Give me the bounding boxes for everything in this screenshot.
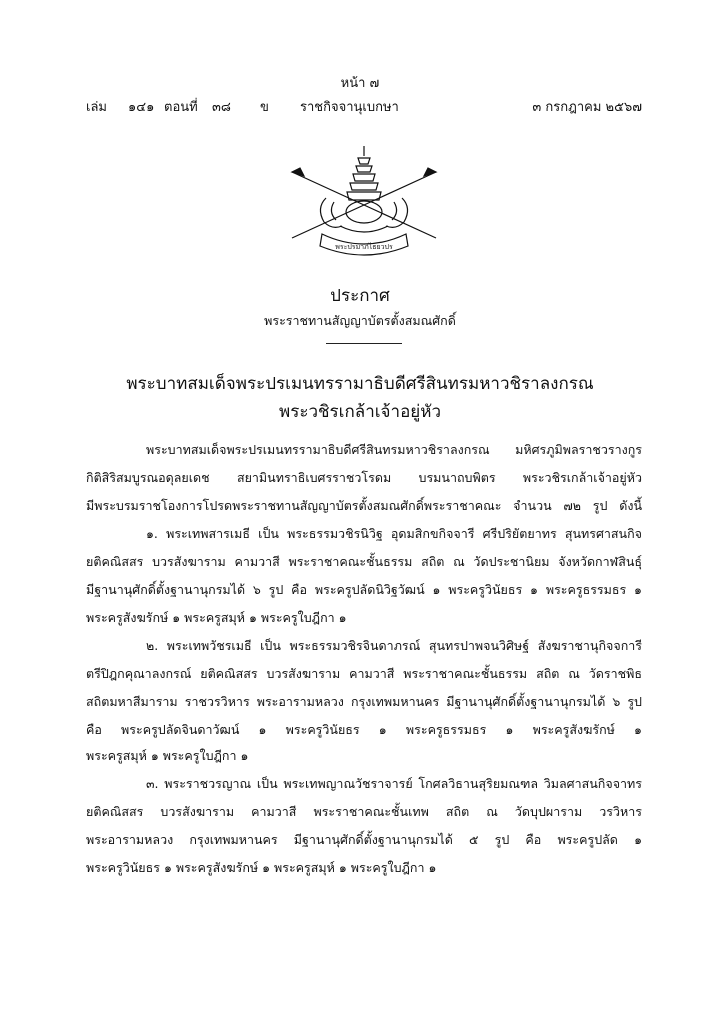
body-line: มีฐานานุศักดิ์ตั้งฐานานุกรมได้ ๖ รูป คือ พระครูปลัดนิวิฐวัฒน์ ๑ พระครูวินัยธร ๑ พระครูธรรมธร ๑: [86, 582, 642, 597]
emblem-banner-text: พระปรมาภิไธยวปร: [335, 243, 393, 251]
gazette-header: [86, 96, 642, 114]
announcement-title: ประกาศ: [330, 286, 390, 306]
section-label: ตอนที่: [164, 100, 198, 115]
body-line: กิติสิริสมบูรณอดุลยเดช สยามินทราธิเบศรราชวโรดม บรมนาถบพิตร พระวชิรเกล้าเจ้าอยู่หัว: [86, 470, 642, 485]
body-line: พระบาทสมเด็จพระปรเมนทรรามาธิบดีศรีสินทรมหาวชิราลงกรณ มหิศรภูมิพลราชวรางกูร: [146, 442, 642, 457]
body-line: พระอารามหลวง กรุงเทพมหานคร มีฐานานุศักดิ์ตั้งฐานานุกรมได้ ๕ รูป คือ พระครูปลัด ๑: [86, 832, 642, 847]
section-number: ๓๘: [212, 100, 231, 115]
title-divider: [326, 343, 402, 344]
body-line: มีพระบรมราชโองการโปรดพระราชทานสัญญาบัตรตั้งสมณศักดิ์พระราชาคณะ จำนวน ๗๒ รูป ดังนี้: [86, 498, 642, 513]
body-line: คือ พระครูปลัดจินดาวัฒน์ ๑ พระครูวินัยธร ๑ พระครูธรรมธร ๑ พระครูสังฆรักษ์ ๑: [86, 722, 642, 737]
page-number: หน้า ๗: [340, 76, 380, 91]
volume-label: เล่ม: [86, 100, 107, 115]
body-line: ตรีปิฎกคุณาลงกรณ์ ยติคณิสสร บวรสังฆาราม คามวาสี พระราชาคณะชั้นธรรม สถิต ณ วัดราชพิธ: [86, 666, 642, 681]
body-line: ๑. พระเทพสารเมธี เป็น พระธรรมวชิรนิวิฐ อุดมสิกขกิจจารี ศรีปริยัตยาทร สุนทรศาสนกิจ: [146, 526, 642, 541]
announcement-subtitle: พระราชทานสัญญาบัตรตั้งสมณศักดิ์: [264, 313, 456, 328]
section-letter: ข: [260, 100, 269, 115]
royal-emblem-icon: [286, 142, 442, 264]
body-line: ๒. พระเทพวัชรเมธี เป็น พระธรรมวชิรจินดาภรณ์ สุนทรปาพจนวิศิษฐ์ สังฆราชานุกิจจการี: [146, 638, 642, 653]
body-line: สถิตมหาสีมาราม ราชวรวิหาร พระอารามหลวง กรุงเทพมหานคร มีฐานานุศักดิ์ตั้งฐานานุกรมได้ ๖ รูป: [86, 694, 642, 709]
body-line: พระครูสมุห์ ๑ พระครูใบฎีกา ๑: [86, 748, 249, 763]
body-line: ๓. พระราชวรญาณ เป็น พระเทพญาณวัชราจารย์ โกศลวิธานสุริยมณฑล วิมลศาสนกิจจาทร: [146, 776, 642, 791]
body-line: พระครูสังฆรักษ์ ๑ พระครูสมุห์ ๑ พระครูใบฎีกา ๑: [86, 610, 347, 625]
gazette-name: ราชกิจจานุเบกษา: [300, 100, 399, 115]
volume-number: ๑๔๑: [128, 100, 155, 115]
body-line: ยติคณิสสร บวรสังฆาราม คามวาสี พระราชาคณะชั้นเทพ สถิต ณ วัดบุปผาราม วรวิหาร: [86, 804, 642, 819]
royal-title-line-2: พระวชิรเกล้าเจ้าอยู่หัว: [279, 402, 441, 422]
body-line: พระครูวินัยธร ๑ พระครูสังฆรักษ์ ๑ พระครูสมุห์ ๑ พระครูใบฎีกา ๑: [86, 860, 437, 875]
publication-date: ๓ กรกฎาคม ๒๕๖๗: [532, 100, 642, 115]
body-line: ยติคณิสสร บวรสังฆาราม คามวาสี พระราชาคณะชั้นธรรม สถิต ณ วัดประชานิยม จังหวัดกาฬสินธุ์: [86, 554, 642, 569]
royal-title-line-1: พระบาทสมเด็จพระปรเมนทรรามาธิบดีศรีสินทรมหาวชิราลงกรณ: [126, 374, 594, 394]
